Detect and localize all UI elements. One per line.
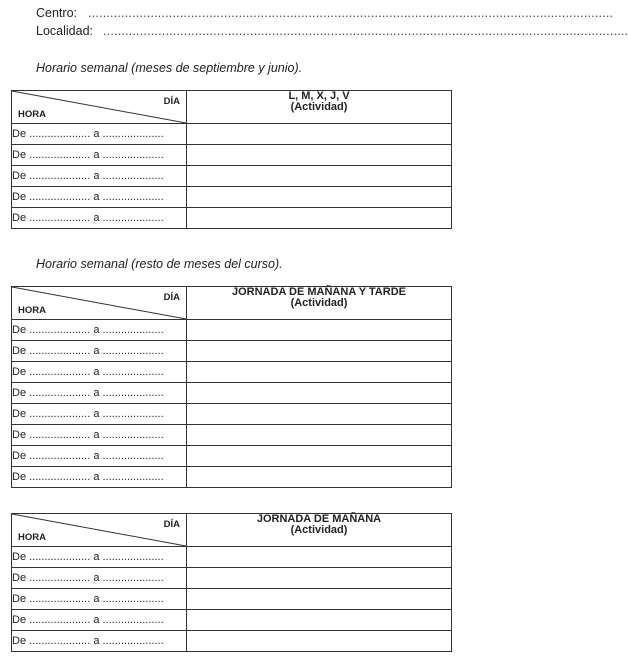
a-label: a xyxy=(93,366,100,378)
table-row xyxy=(12,320,452,341)
table-header-row xyxy=(12,287,452,320)
time-range-cell[interactable] xyxy=(12,383,187,404)
table-row xyxy=(12,362,452,383)
start-time-dots[interactable]: .................... xyxy=(29,471,91,483)
table-row xyxy=(12,124,452,145)
de-label: De xyxy=(12,551,27,563)
activity-cell[interactable] xyxy=(187,547,452,568)
de-label: De xyxy=(12,191,27,203)
end-time-dots[interactable]: .................... xyxy=(102,429,164,441)
table-row xyxy=(12,467,452,488)
time-range-cell[interactable] xyxy=(12,341,187,362)
a-label: a xyxy=(93,408,100,420)
table-body xyxy=(12,320,452,488)
de-label: De xyxy=(12,635,27,647)
schedule-table-1 xyxy=(11,90,452,229)
activity-cell[interactable] xyxy=(187,124,452,145)
a-label: a xyxy=(93,572,100,584)
a-label: a xyxy=(93,593,100,605)
activity-cell[interactable] xyxy=(187,446,452,467)
time-range-cell[interactable] xyxy=(12,631,187,652)
a-label: a xyxy=(93,345,100,357)
activity-title: JORNADA DE MAÑANA xyxy=(256,513,382,525)
table-row xyxy=(12,383,452,404)
table-row xyxy=(12,446,452,467)
start-time-dots[interactable]: .................... xyxy=(29,191,91,203)
table-row xyxy=(12,589,452,610)
time-range-cell[interactable] xyxy=(12,467,187,488)
dia-hora-header xyxy=(12,287,187,320)
dia-hora-header xyxy=(12,514,187,547)
a-label: a xyxy=(93,387,100,399)
end-time-dots[interactable]: .................... xyxy=(102,635,164,647)
start-time-dots[interactable]: .................... xyxy=(29,572,91,584)
time-range-cell[interactable] xyxy=(12,568,187,589)
end-time-dots[interactable]: .................... xyxy=(102,593,164,605)
de-label: De xyxy=(12,614,27,626)
end-time-dots[interactable]: .................... xyxy=(102,408,164,420)
a-label: a xyxy=(93,551,100,563)
activity-header xyxy=(187,91,452,124)
de-label: De xyxy=(12,345,27,357)
hora-label: HORA xyxy=(18,305,46,316)
activity-subtitle: (Actividad) xyxy=(290,524,348,536)
activity-cell[interactable] xyxy=(187,610,452,631)
time-range-cell[interactable] xyxy=(12,547,187,568)
end-time-dots[interactable]: .................... xyxy=(102,551,164,563)
end-time-dots[interactable]: .................... xyxy=(102,366,164,378)
de-label: De xyxy=(12,212,27,224)
de-label: De xyxy=(12,170,27,182)
time-range-cell[interactable] xyxy=(12,589,187,610)
end-time-dots[interactable]: .................... xyxy=(102,471,164,483)
activity-subtitle: (Actividad) xyxy=(290,297,348,309)
a-label: a xyxy=(93,212,100,224)
activity-cell[interactable] xyxy=(187,187,452,208)
time-range-cell[interactable] xyxy=(12,404,187,425)
start-time-dots[interactable]: .................... xyxy=(29,551,91,563)
start-time-dots[interactable]: .................... xyxy=(29,429,91,441)
table-row xyxy=(12,341,452,362)
a-label: a xyxy=(93,128,100,140)
de-label: De xyxy=(12,387,27,399)
time-range-cell[interactable] xyxy=(12,320,187,341)
table-row xyxy=(12,208,452,229)
end-time-dots[interactable]: .................... xyxy=(102,128,164,140)
a-label: a xyxy=(93,170,100,182)
start-time-dots[interactable]: .................... xyxy=(29,170,91,182)
activity-cell[interactable] xyxy=(187,589,452,610)
activity-cell[interactable] xyxy=(187,320,452,341)
time-range-cell[interactable] xyxy=(12,208,187,229)
start-time-dots[interactable]: .................... xyxy=(29,408,91,420)
de-label: De xyxy=(12,128,27,140)
end-time-dots[interactable]: .................... xyxy=(102,212,164,224)
start-time-dots[interactable]: .................... xyxy=(29,366,91,378)
activity-cell[interactable] xyxy=(187,467,452,488)
schedule-table-2 xyxy=(11,286,452,488)
start-time-dots[interactable]: .................... xyxy=(29,614,91,626)
activity-cell[interactable] xyxy=(187,425,452,446)
table-body xyxy=(12,547,452,652)
centro-label: Centro: xyxy=(36,6,77,20)
activity-cell[interactable] xyxy=(187,404,452,425)
table-header-row xyxy=(12,514,452,547)
de-label: De xyxy=(12,593,27,605)
de-label: De xyxy=(12,408,27,420)
end-time-dots[interactable]: .................... xyxy=(102,345,164,357)
dia-label: DÍA xyxy=(163,519,180,530)
de-label: De xyxy=(12,572,27,584)
activity-cell[interactable] xyxy=(187,568,452,589)
end-time-dots[interactable]: .................... xyxy=(102,324,164,336)
centro-field[interactable] xyxy=(36,6,614,21)
section2-caption: Horario semanal (resto de meses del curso). xyxy=(36,257,283,271)
start-time-dots[interactable]: .................... xyxy=(29,149,91,161)
de-label: De xyxy=(12,149,27,161)
time-range-cell[interactable] xyxy=(12,362,187,383)
activity-cell[interactable] xyxy=(187,166,452,187)
end-time-dots[interactable]: .................... xyxy=(102,387,164,399)
de-label: De xyxy=(12,324,27,336)
time-range-cell[interactable] xyxy=(12,124,187,145)
de-label: De xyxy=(12,450,27,462)
activity-cell[interactable] xyxy=(187,341,452,362)
table-row xyxy=(12,547,452,568)
activity-subtitle: (Actividad) xyxy=(290,101,348,113)
time-range-cell[interactable] xyxy=(12,145,187,166)
dia-label: DÍA xyxy=(163,96,180,107)
end-time-dots[interactable]: .................... xyxy=(102,191,164,203)
hora-label: HORA xyxy=(18,109,46,120)
table-header-row xyxy=(12,91,452,124)
activity-cell[interactable] xyxy=(187,383,452,404)
localidad-dots: ............................................................................................................................................... xyxy=(103,24,628,38)
activity-header xyxy=(187,514,452,547)
end-time-dots[interactable]: .................... xyxy=(102,450,164,462)
start-time-dots[interactable]: .................... xyxy=(29,593,91,605)
a-label: a xyxy=(93,324,100,336)
table-row xyxy=(12,610,452,631)
a-label: a xyxy=(93,635,100,647)
time-range-cell[interactable] xyxy=(12,446,187,467)
centro-dots: ............................................................................................................................................... xyxy=(88,6,614,20)
table-row xyxy=(12,145,452,166)
localidad-label: Localidad: xyxy=(36,24,93,38)
de-label: De xyxy=(12,429,27,441)
activity-title: JORNADA DE MAÑANA Y TARDE xyxy=(232,286,406,298)
activity-header xyxy=(187,287,452,320)
start-time-dots[interactable]: .................... xyxy=(29,450,91,462)
dia-hora-header xyxy=(12,91,187,124)
de-label: De xyxy=(12,366,27,378)
start-time-dots[interactable]: .................... xyxy=(29,128,91,140)
table-body xyxy=(12,124,452,229)
activity-cell[interactable] xyxy=(187,362,452,383)
activity-title: L, M, X, J, V xyxy=(288,90,350,102)
table-row xyxy=(12,404,452,425)
hora-label: HORA xyxy=(18,532,46,543)
start-time-dots[interactable]: .................... xyxy=(29,345,91,357)
table-row xyxy=(12,166,452,187)
a-label: a xyxy=(93,450,100,462)
start-time-dots[interactable]: .................... xyxy=(29,387,91,399)
schedule-table-3 xyxy=(11,513,452,652)
a-label: a xyxy=(93,191,100,203)
time-range-cell[interactable] xyxy=(12,425,187,446)
dia-label: DÍA xyxy=(163,292,180,303)
activity-cell[interactable] xyxy=(187,145,452,166)
de-label: De xyxy=(12,471,27,483)
start-time-dots[interactable]: .................... xyxy=(29,635,91,647)
a-label: a xyxy=(93,614,100,626)
localidad-field[interactable] xyxy=(36,24,628,39)
activity-cell[interactable] xyxy=(187,208,452,229)
start-time-dots[interactable]: .................... xyxy=(29,212,91,224)
time-range-cell[interactable] xyxy=(12,166,187,187)
a-label: a xyxy=(93,149,100,161)
start-time-dots[interactable]: .................... xyxy=(29,324,91,336)
activity-cell[interactable] xyxy=(187,631,452,652)
end-time-dots[interactable]: .................... xyxy=(102,614,164,626)
a-label: a xyxy=(93,429,100,441)
table-row xyxy=(12,631,452,652)
time-range-cell[interactable] xyxy=(12,610,187,631)
end-time-dots[interactable]: .................... xyxy=(102,149,164,161)
end-time-dots[interactable]: .................... xyxy=(102,572,164,584)
table-row xyxy=(12,187,452,208)
section1-caption: Horario semanal (meses de septiembre y junio). xyxy=(36,61,303,75)
a-label: a xyxy=(93,471,100,483)
time-range-cell[interactable] xyxy=(12,187,187,208)
table-row xyxy=(12,425,452,446)
end-time-dots[interactable]: .................... xyxy=(102,170,164,182)
table-row xyxy=(12,568,452,589)
